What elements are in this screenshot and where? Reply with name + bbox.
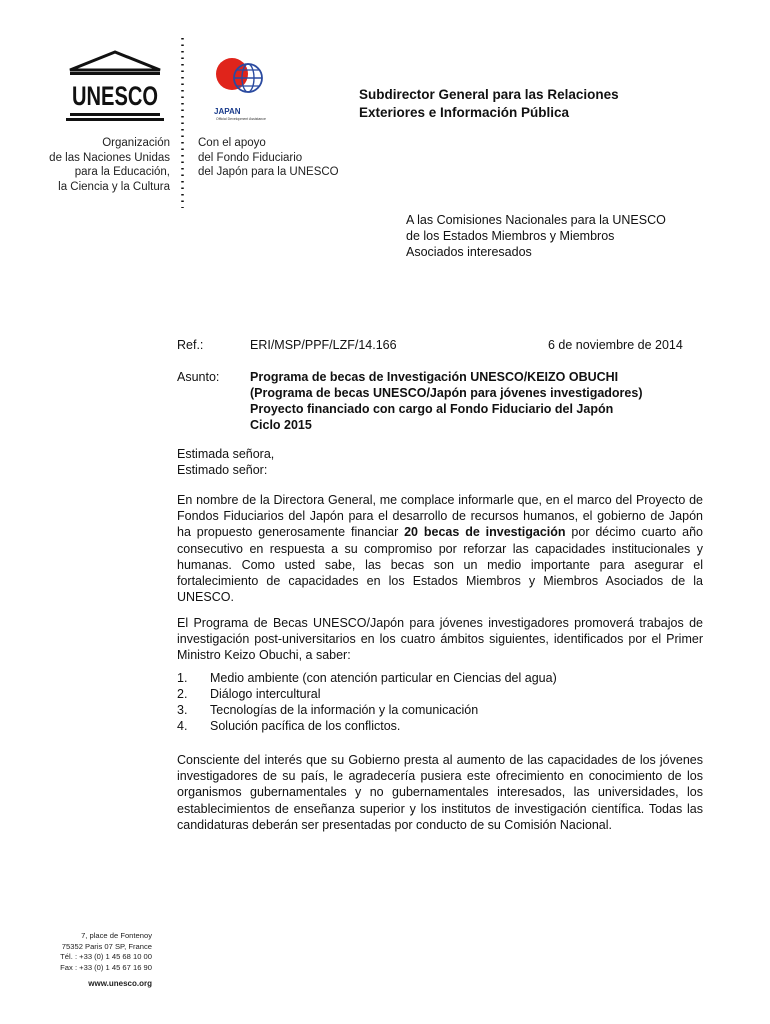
highlighted-grant-count: 20 becas de investigación [404, 525, 566, 540]
sender-title-line: Exteriores e Información Pública [359, 105, 570, 120]
subject-line: Proyecto financiado con cargo al Fondo Fiduciario del Japón [250, 402, 614, 416]
dotted-separator [181, 38, 184, 208]
list-item [177, 686, 557, 702]
address-line: 7, place de Fontenoy [81, 931, 152, 940]
fax-line: Fax : +33 (0) 1 45 67 16 90 [60, 962, 152, 972]
unesco-wordmark: UNESCO [72, 81, 158, 111]
phone-line: Tél. : +33 (0) 1 45 68 10 00 [60, 952, 152, 961]
list-text: Tecnologías de la información y la comunicación [210, 703, 479, 717]
list-item [177, 718, 557, 734]
list-number: 2. [177, 687, 188, 701]
paragraph-text: por décimo cuarto año consecutivo en respuesta a su compromiso por reforzar las capacidades institucionales y humanas. Como usted sabe, las becas son un medio importante para asegurar el fortalecimiento de capacidades en los Estados Miembros y Miembros Asociados de la UNESCO. [177, 525, 703, 605]
sender-title [359, 86, 619, 122]
recipient-line: Asociados interesados [406, 245, 532, 259]
recipient-block [406, 212, 666, 260]
organization-line: la Ciencia y la Cultura [58, 180, 170, 193]
organization-name [20, 136, 170, 194]
subject-line: Programa de becas de Investigación UNESCO/KEIZO OBUCHI [250, 370, 619, 384]
list-number: 4. [177, 719, 188, 733]
support-line: Con el apoyo [198, 137, 266, 149]
list-text: Solución pacífica de los conflictos. [210, 719, 401, 733]
salutation [177, 446, 274, 478]
list-text: Diálogo intercultural [210, 687, 321, 701]
list-number: 3. [177, 703, 188, 717]
list-text: Medio ambiente (con atención particular en Ciencias del agua) [210, 671, 557, 685]
japan-tagline: Official Development Assistance [216, 117, 266, 121]
body-paragraph-1 [177, 492, 703, 605]
subject-label: Asunto: [177, 370, 220, 384]
list-item [177, 702, 557, 718]
ref-number: ERI/MSP/PPF/LZF/14.166 [250, 338, 397, 352]
salutation-line: Estimado señor: [177, 463, 268, 477]
support-line: del Japón para la UNESCO [198, 166, 339, 178]
paragraph-text: En nombre de la Directora General, me complace informarle que, en el marco del Proyecto de Fondos Fiduciarios del Japón para el desarrollo de recursos humanos, el gobierno de Japón ha propuesto generosamente financiar [177, 493, 703, 540]
salutation-line: Estimada señora, [177, 447, 275, 461]
sender-title-line: Subdirector General para las Relaciones [359, 87, 619, 102]
body-paragraph-2: El Programa de Becas UNESCO/Japón para jóvenes investigadores promoverá trabajos de investigación post-universitarios en los cuatro ámbitos siguientes, identificados por el Primer Ministro Keizo Obuchi, a saber: [177, 616, 703, 663]
letter-date: 6 de noviembre de 2014 [548, 338, 683, 352]
footer-address [30, 931, 152, 973]
organization-line: para la Educación, [74, 166, 170, 178]
subject-block [250, 369, 643, 433]
subject-line: Ciclo 2015 [250, 418, 312, 432]
organization-line: Organización [102, 137, 170, 149]
ref-label: Ref.: [177, 338, 204, 352]
list-item [177, 670, 557, 686]
recipient-line: A las Comisiones Nacionales para la UNESCO [406, 213, 666, 227]
research-areas-list [177, 670, 557, 734]
list-number: 1. [177, 671, 188, 685]
support-statement [198, 136, 339, 180]
address-line: 75352 Paris 07 SP, France [61, 941, 152, 951]
recipient-line: de los Estados Miembros y Miembros [406, 229, 615, 243]
japan-wordmark: JAPAN [214, 107, 241, 116]
unesco-logo [66, 50, 164, 122]
subject-line: (Programa de becas UNESCO/Japón para jóvenes investigadores) [250, 386, 643, 400]
support-line: del Fondo Fiduciario [198, 151, 303, 164]
organization-line: de las Naciones Unidas [49, 151, 170, 164]
website-link[interactable]: www.unesco.org [88, 979, 152, 988]
body-paragraph-3: Consciente del interés que su Gobierno presta al aumento de las capacidades de los jóvenes investigadores de su país, le agradecería pusiera este ofrecimiento en conocimiento de los organismos gubernamentales y no gubernamentales interesados, las universidades, los establecimientos de enseñanza superior y los institutos de investigación científica. Todas las candidaturas deberán ser presentadas por conducto de su Comisión Nacional. [177, 753, 703, 832]
